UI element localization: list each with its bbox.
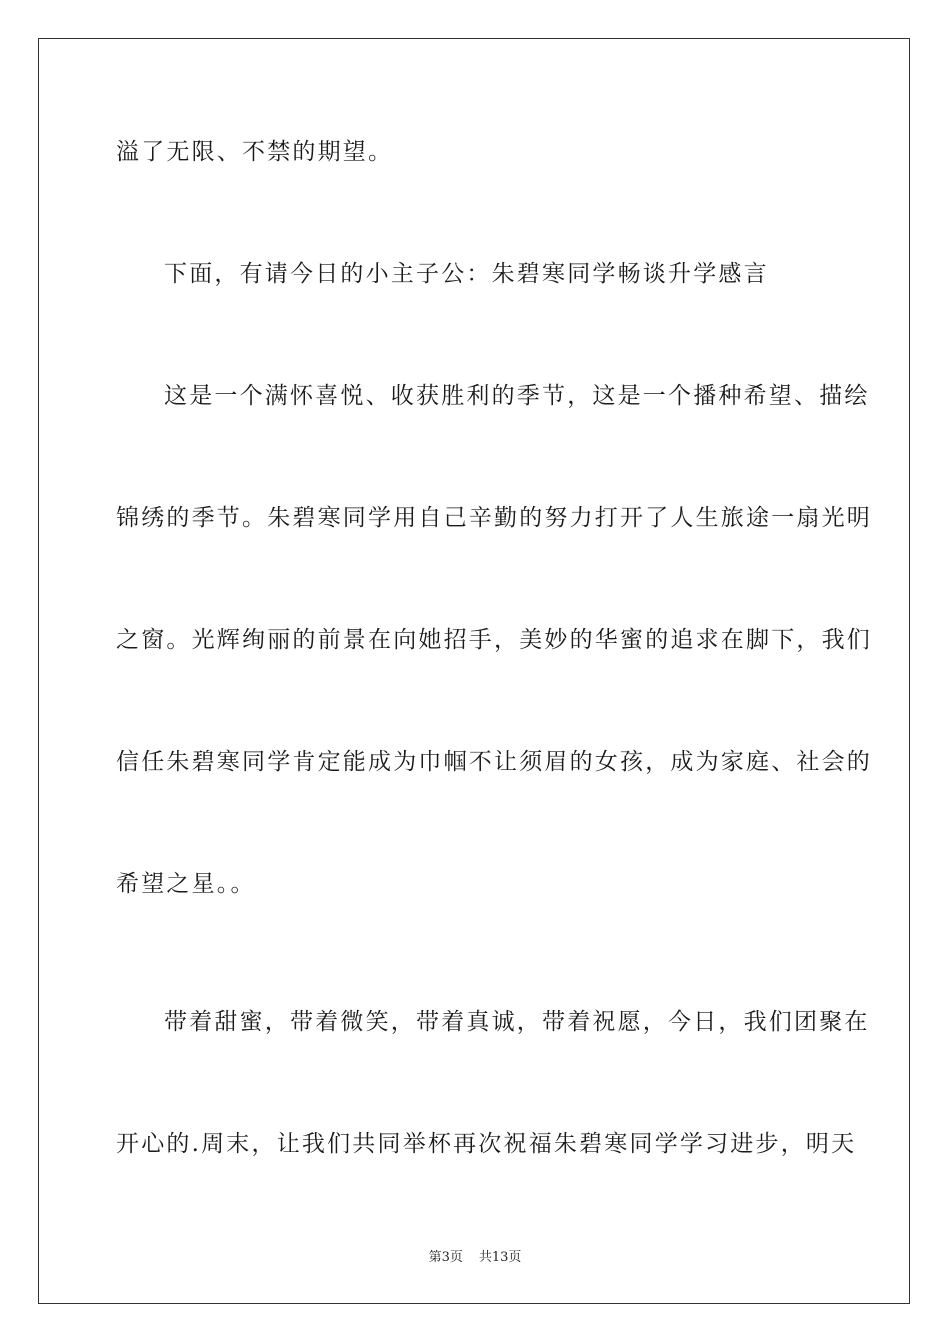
- page-footer: [0, 1246, 950, 1265]
- page-total: 共13页: [478, 1250, 522, 1265]
- page-number: 第3页: [428, 1250, 463, 1265]
- text-line-1: 溢了无限、不禁的期望。: [116, 139, 394, 165]
- text-line-8: 带着甜蜜，带着微笑，带着真诚，带着祝愿，今日，我们团聚在: [164, 1009, 870, 1035]
- text-line-4: 锦绣的季节。朱碧寒同学用自己辛勤的努力打开了人生旅途一扇光明: [116, 505, 872, 531]
- text-line-6: 信任朱碧寒同学肯定能成为巾帼不让须眉的女孩，成为家庭、社会的: [116, 749, 872, 775]
- text-line-9: 开心的.周末，让我们共同举杯再次祝福朱碧寒同学学习进步，明天: [116, 1131, 857, 1157]
- text-line-2: 下面，有请今日的小主子公：朱碧寒同学畅谈升学感言: [164, 261, 769, 287]
- page-border: [38, 38, 910, 1304]
- text-line-3: 这是一个满怀喜悦、收获胜利的季节，这是一个播种希望、描绘: [164, 383, 870, 409]
- text-line-7: 希望之星。。: [116, 871, 256, 897]
- text-line-5: 之窗。光辉绚丽的前景在向她招手，美妙的华蜜的追求在脚下，我们: [116, 627, 872, 653]
